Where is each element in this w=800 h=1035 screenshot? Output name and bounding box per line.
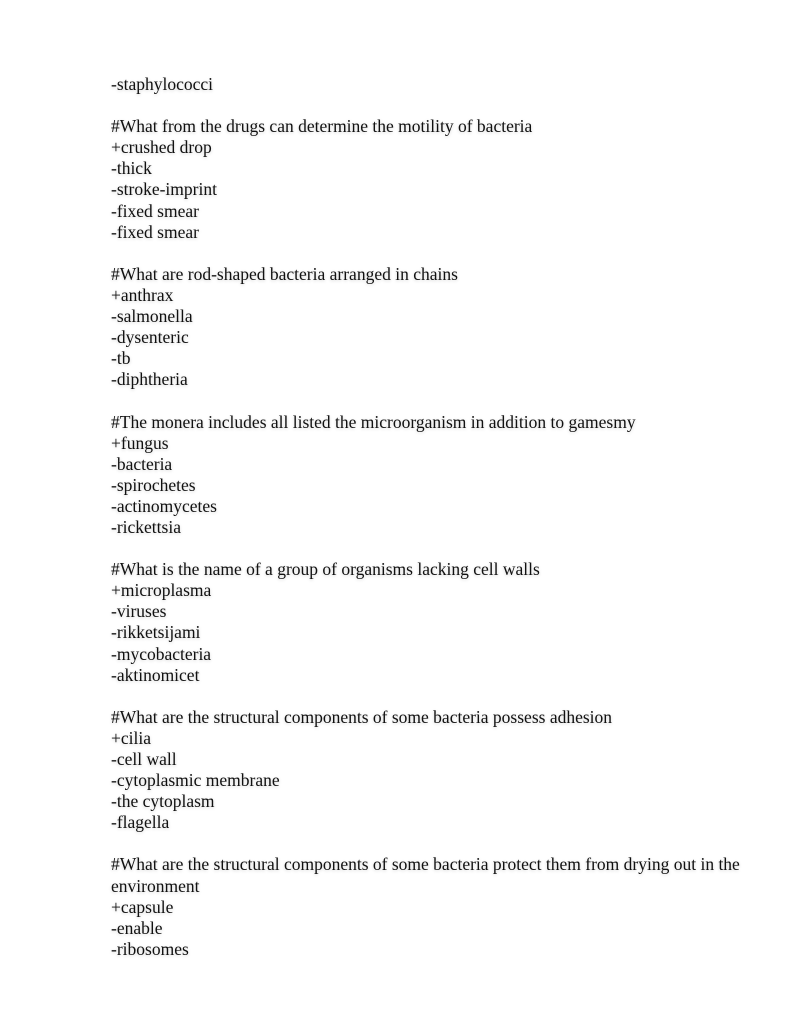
answer-option: -mycobacteria <box>111 643 212 664</box>
question-block-4 <box>111 559 761 686</box>
answer-option: -dysenteric <box>111 327 189 348</box>
answer-option: -aktinomicet <box>111 664 200 685</box>
answer-option: -spirochetes <box>111 474 196 495</box>
answer-option: -ribosomes <box>111 938 189 959</box>
answer-option-correct: +anthrax <box>111 284 174 305</box>
question-block-3 <box>111 412 761 539</box>
answer-option: -tb <box>111 348 131 369</box>
answer-option-correct: +crushed drop <box>111 137 212 158</box>
answer-option: -staphylococci <box>111 74 214 94</box>
answer-option: -rickettsia <box>111 516 181 537</box>
answer-option: -enable <box>111 917 163 938</box>
question-block-6 <box>111 854 761 959</box>
question-text: #What is the name of a group of organisms lacking cell walls <box>111 559 540 580</box>
question-text: #The monera includes all listed the microorganism in addition to gamesmy <box>111 411 636 432</box>
document-page <box>111 74 761 960</box>
answer-option-correct: +capsule <box>111 896 174 917</box>
answer-option: -bacteria <box>111 453 173 474</box>
question-block-2 <box>111 264 761 391</box>
answer-option: -cytoplasmic membrane <box>111 770 280 791</box>
answer-option: -fixed smear <box>111 200 199 221</box>
answer-option: -salmonella <box>111 306 193 327</box>
answer-option: -thick <box>111 158 152 179</box>
answer-option: -diphtheria <box>111 369 188 390</box>
question-text: #What are the structural components of some bacteria possess adhesion <box>111 706 613 727</box>
answer-option: -actinomycetes <box>111 495 217 516</box>
question-text: #What are the structural components of some bacteria protect them from drying out in the environment <box>111 854 745 896</box>
answer-option: -stroke-imprint <box>111 179 217 200</box>
answer-option: -rikketsijami <box>111 622 201 643</box>
intro-block <box>111 74 761 95</box>
answer-option-correct: +microplasma <box>111 580 212 601</box>
answer-option-correct: +fungus <box>111 432 169 453</box>
question-block-1 <box>111 116 761 243</box>
answer-option: -viruses <box>111 601 167 622</box>
answer-option: -the cytoplasm <box>111 791 215 812</box>
answer-option-correct: +cilia <box>111 727 151 748</box>
answer-option: -flagella <box>111 812 170 833</box>
question-text: #What from the drugs can determine the motility of bacteria <box>111 116 533 137</box>
question-block-5 <box>111 707 761 834</box>
answer-option: -cell wall <box>111 749 177 769</box>
question-text: #What are rod-shaped bacteria arranged in chains <box>111 263 458 284</box>
answer-option: -fixed smear <box>111 221 199 242</box>
